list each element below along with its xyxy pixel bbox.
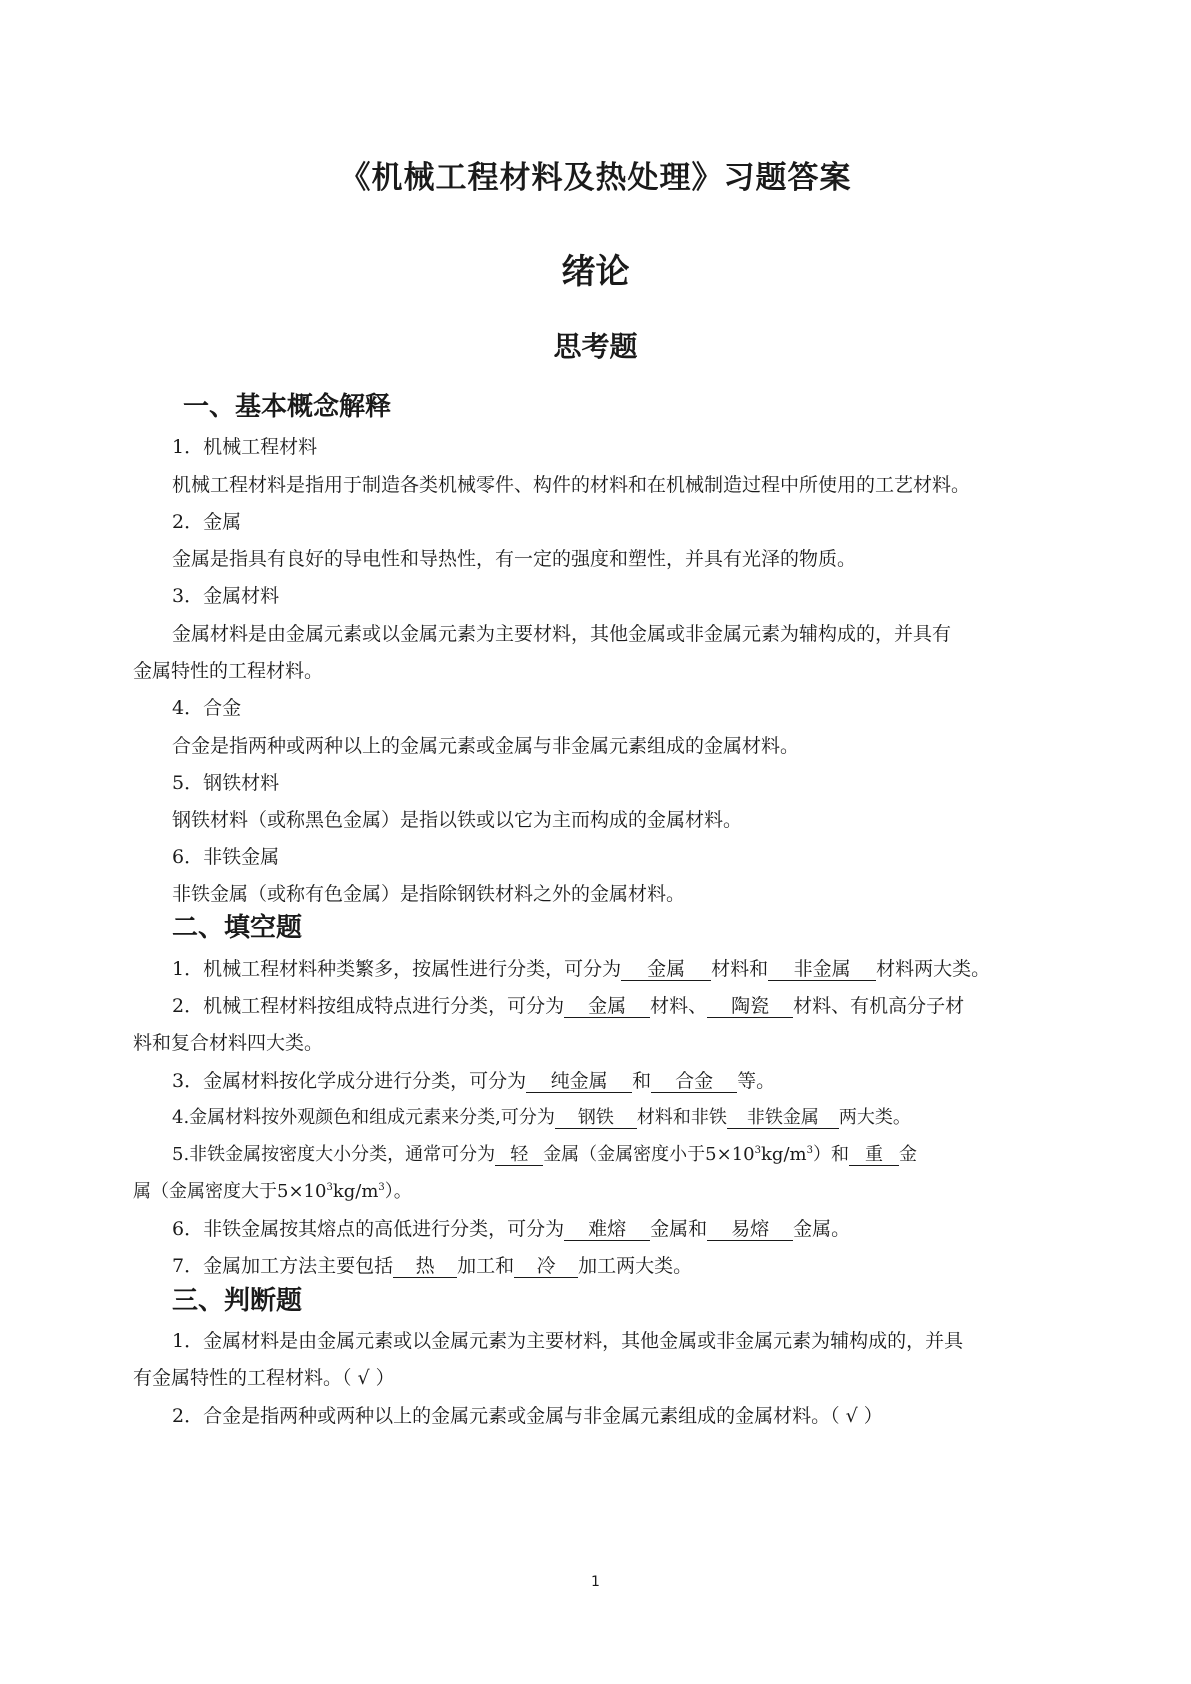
answer-blank: 轻 [495, 1145, 543, 1166]
question-text: 6．非铁金属按其熔点的高低进行分类，可分为 [172, 1218, 565, 1240]
question-text: 和 [632, 1070, 652, 1092]
question-text: 4.金属材料按外观颜色和组成元素来分类,可分为 [172, 1107, 555, 1128]
fill-question-5-line2 [133, 1177, 412, 1203]
fill-question-4 [172, 1103, 911, 1129]
judge-question-2: 2．合金是指两种或两种以上的金属元素或金属与非金属元素组成的金属材料。（ √ ） [172, 1405, 883, 1427]
question-text: 材料和 [711, 958, 769, 980]
fill-question-2-line2: 料和复合材料四大类。 [133, 1032, 324, 1054]
answer-blank: 易熔 [707, 1219, 793, 1241]
answer-blank: 难熔 [564, 1219, 650, 1241]
page-number: 1 [591, 1574, 600, 1590]
question-text: 等。 [737, 1070, 776, 1092]
definition-5: 钢铁材料（或称黑色金属）是指以铁或以它为主而构成的金属材料。 [172, 809, 743, 831]
section-subtitle: 思考题 [553, 330, 638, 363]
fill-question-7 [172, 1251, 692, 1278]
superscript: 3 [754, 1145, 762, 1156]
question-text: 3．金属材料按化学成分进行分类，可分为 [172, 1070, 527, 1092]
answer-blank: 冷 [514, 1256, 578, 1278]
section3-heading: 三、判断题 [172, 1286, 303, 1316]
answer-blank: 金属 [564, 996, 650, 1018]
question-text: 金属。 [793, 1218, 851, 1240]
answer-blank: 纯金属 [526, 1071, 632, 1093]
superscript: 3 [378, 1182, 385, 1193]
term-4: 4．合金 [172, 697, 242, 719]
judge-question-1-line1: 1．金属材料是由金属元素或以金属元素为主要材料，其他金属或非金属元素为辅构成的，并具 [172, 1330, 964, 1352]
judge-question-1-line2: 有金属特性的工程材料。（ √ ） [133, 1367, 395, 1389]
question-text: ）和 [812, 1144, 849, 1165]
term-3: 3．金属材料 [172, 585, 280, 607]
question-text: ）。 [384, 1181, 412, 1202]
definition-4: 合金是指两种或两种以上的金属元素或金属与非金属元素组成的金属材料。 [172, 735, 800, 757]
answer-blank: 非金属 [768, 959, 876, 981]
answer-blank: 非铁金属 [727, 1108, 839, 1129]
answer-blank: 钢铁 [555, 1108, 637, 1129]
fill-question-3 [172, 1066, 775, 1093]
question-text: 材料、有机高分子材 [793, 995, 965, 1017]
section1-heading: 一、基本概念解释 [183, 392, 392, 422]
question-text: 属（金属密度大于5×10 [133, 1181, 327, 1202]
question-text: 2．机械工程材料按组成特点进行分类，可分为 [172, 995, 565, 1017]
question-text: kg/m [761, 1144, 807, 1165]
question-text: 加工两大类。 [578, 1255, 693, 1277]
answer-blank: 陶瓷 [707, 996, 793, 1018]
question-text: 1．机械工程材料种类繁多，按属性进行分类，可分为 [172, 958, 622, 980]
term-6: 6．非铁金属 [172, 846, 280, 868]
superscript: 3 [326, 1182, 333, 1193]
answer-blank: 热 [393, 1256, 457, 1278]
definition-1: 机械工程材料是指用于制造各类机械零件、构件的材料和在机械制造过程中所使用的工艺材料。 [172, 474, 971, 496]
question-text: kg/m [332, 1181, 379, 1202]
question-text: 两大类。 [838, 1107, 911, 1128]
fill-question-6 [172, 1214, 850, 1241]
definition-6: 非铁金属（或称有色金属）是指除钢铁材料之外的金属材料。 [172, 883, 686, 905]
definition-3-line2: 金属特性的工程材料。 [133, 660, 324, 682]
question-text: 7．金属加工方法主要包括 [172, 1255, 394, 1277]
definition-3-line1: 金属材料是由金属元素或以金属元素为主要材料，其他金属或非金属元素为辅构成的，并具有 [172, 623, 952, 645]
question-text: 材料、 [650, 995, 708, 1017]
term-5: 5．钢铁材料 [172, 772, 280, 794]
fill-question-5 [172, 1140, 917, 1166]
fill-question-1 [172, 954, 990, 981]
question-text: 金 [898, 1144, 917, 1165]
answer-blank: 金属 [621, 959, 711, 981]
chapter-title: 绪论 [561, 252, 630, 292]
document-title: 《机械工程材料及热处理》习题答案 [339, 160, 852, 196]
question-text: 5.非铁金属按密度大小分类，通常可分为 [172, 1144, 496, 1165]
definition-2: 金属是指具有良好的导电性和导热性，有一定的强度和塑性，并具有光泽的物质。 [172, 548, 857, 570]
question-text: 材料两大类。 [876, 958, 991, 980]
section2-heading: 二、填空题 [172, 913, 303, 943]
question-text: 材料和非铁 [636, 1107, 727, 1128]
question-text: 加工和 [457, 1255, 515, 1277]
answer-blank: 重 [849, 1145, 899, 1166]
question-text: 金属和 [650, 1218, 708, 1240]
answer-blank: 合金 [651, 1071, 737, 1093]
fill-question-2 [172, 991, 964, 1018]
term-1: 1．机械工程材料 [172, 436, 318, 458]
term-2: 2．金属 [172, 511, 242, 533]
superscript: 3 [806, 1145, 813, 1156]
question-text: 金属（金属密度小于5×10 [543, 1144, 755, 1165]
